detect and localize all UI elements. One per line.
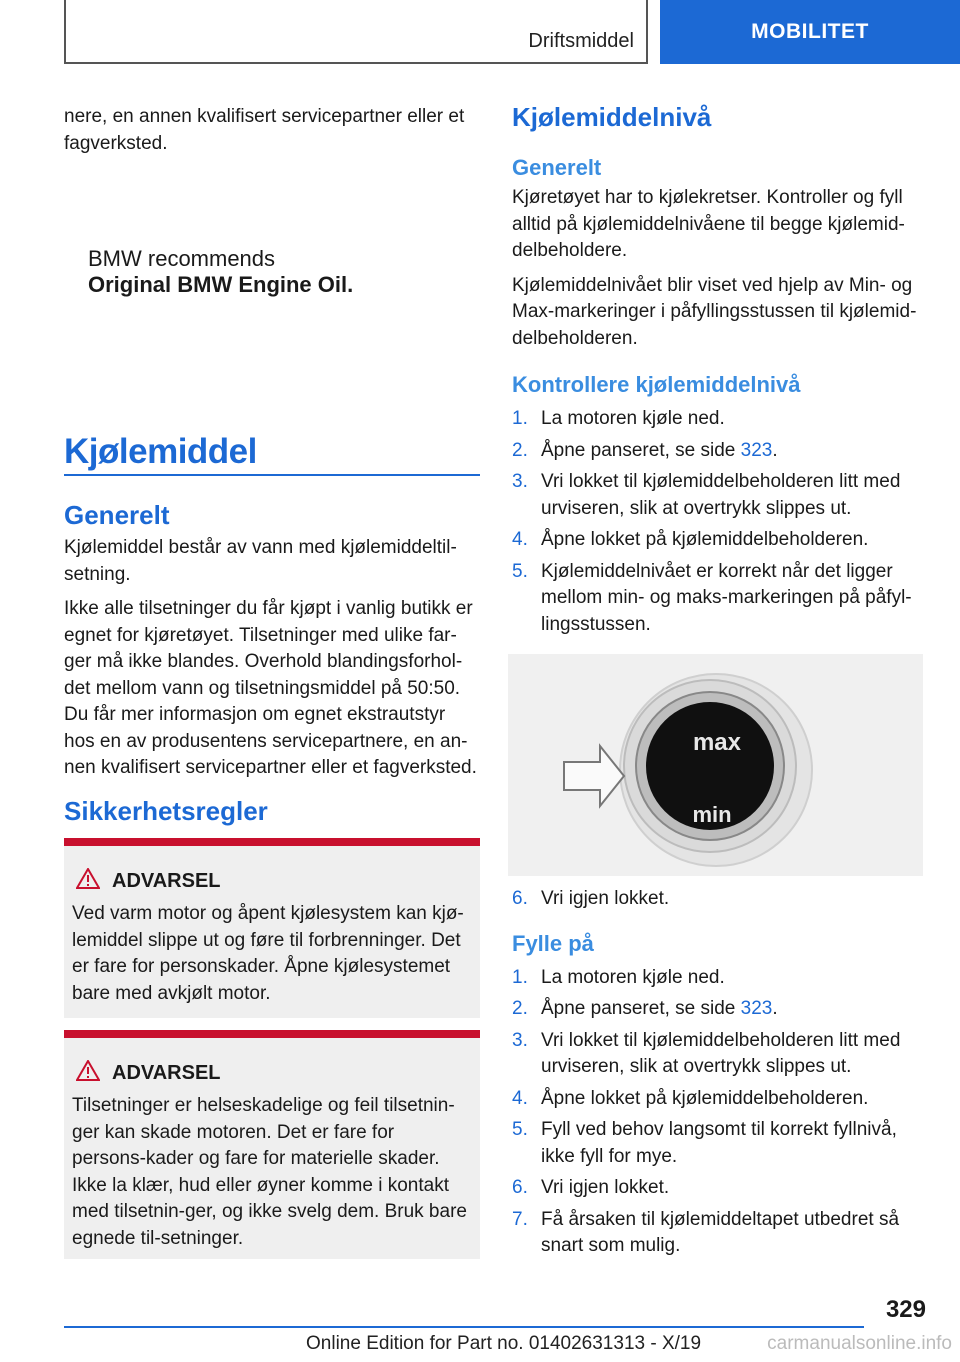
list-item: 3. Vri lokket til kjølemiddelbeholderen litt med urviseren, slik at overtrykk slippes ut. [512,471,901,519]
subheading-fill: Fylle på [512,930,594,956]
check-step-6-block [512,886,928,1265]
ad-line-2: Original BMW Engine Oil. [88,272,354,297]
page-number: 329 [885,1296,926,1323]
edition-text: Online Edition for Part no. 01402631313 - X/19 [306,1333,702,1354]
check-steps-list [512,406,928,638]
warning-box-1 [64,838,480,1018]
section-heading-safety: Sikkerhetsregler [64,796,268,826]
list-item: 2. Åpne panseret, se side 323. [512,998,778,1019]
safety-heading-block [64,796,480,827]
list-item: 1. La motoren kjøle ned. [512,966,725,988]
warning-triangle-icon [76,1060,100,1087]
list-item: 4. Åpne lokket på kjølemiddelbeholderen. [512,529,869,550]
intro-paragraph: nere, en annen kvalifisert servicepartner eller et fagverksted. [64,106,465,154]
list-item: 4. Åpne lokket på kjølemiddelbeholderen. [512,1087,869,1109]
footer-rule [64,1326,864,1328]
watermark: carmanualsonline.info [767,1333,952,1354]
heading-rule [64,474,480,476]
intro-text-block [64,104,480,157]
coolant-level-section [512,102,928,643]
warning-triangle-icon [76,868,100,895]
subheading-check: Kontrollere kjølemiddelnivå [512,372,801,397]
warning-title: ADVARSEL [112,870,221,892]
section-heading-generelt: Generelt [64,500,170,530]
list-item: 5. Kjølemiddelnivået er korrekt når det ligger mellom min- og maks-markeringen på påfyl-lingsstussen. [512,560,912,635]
warning-text: Tilsetninger er helseskadelige og feil tilsetnin-ger kan skade motoren. Det er fare for persons-kader og fare for materielle skader. Ikke la klær, hud eller øyner komme i kontakt med tilsetnin-ger, og ikke svelg dem. Bruk bare egnede til-setninger. [72,1095,467,1249]
warning-text: Ved varm motor og åpent kjølesystem kan kjø-lemiddel slippe ut og føre til forbrenninger. Det er fare for personskader. Åpne kjølesystemet bare med avkjølt motor. [72,903,464,1004]
list-item: 7. Få årsaken til kjølemiddeltapet utbedret så snart som mulig. [512,1208,900,1256]
list-item: 1. La motoren kjøle ned. [512,408,725,429]
page-link[interactable]: 323 [740,998,773,1019]
coolant-heading-block [64,432,480,472]
list-item: 3. Vri lokket til kjølemiddelbeholderen litt med urviseren, slik at overtrykk slippes ut. [512,1029,901,1077]
list-item: 6. Vri igjen lokket. [512,888,670,909]
page-title: Kjølemiddel [64,432,257,471]
level-paragraph-1: Kjøretøyet har to kjølekretser. Kontroller og fyll alltid på kjølemiddelnivåene til begge kjølemid-delbeholdere. [512,187,905,261]
general-section [64,500,480,782]
general-paragraph-2: Ikke alle tilsetninger du får kjøpt i vanlig butikk er egnet for kjøretøyet. Tilsetninger med ulike far-ger må ikke blandes. Overhold blandingsforhol-det mellom vann og tilsetningsmiddel på 50:50. Du får mer informasjon om egnet ekstrautstyr hos en av produsentens servicepartnere, en an-nen kvalifisert servicepartner eller et fagverksted. [64,598,477,778]
warning-title: ADVARSEL [112,1062,221,1084]
list-item: 5. Fyll ved behov langsomt til korrekt fyllnivå, ikke fyll for mye. [512,1119,897,1167]
max-label: max [692,729,742,756]
tab-mobilitet[interactable]: MOBILITET [660,0,960,64]
page-link[interactable]: 323 [740,439,773,461]
warning-box-2 [64,1030,480,1259]
subheading-generelt: Generelt [512,155,602,180]
fill-steps-list [512,965,928,1260]
min-label: min [692,802,732,827]
section-heading-coolant-level: Kjølemiddelnivå [512,102,712,132]
list-item: 2. Åpne panseret, se side 323. [512,439,778,461]
coolant-cap-image [508,654,923,876]
check-steps-continued [512,886,928,913]
bmw-oil-ad [88,246,353,298]
level-paragraph-2: Kjølemiddelnivået blir viset ved hjelp av Min- og Max-markeringer i påfyllingsstussen til kjølemid-delbeholderen. [512,274,917,349]
list-item: 6. Vri igjen lokket. [512,1177,670,1198]
section-title: Driftsmiddel [528,30,634,52]
ad-line-1: BMW recommends [88,246,276,271]
general-paragraph-1: Kjølemiddel består av vann med kjølemiddeltil-setning. [64,537,457,585]
